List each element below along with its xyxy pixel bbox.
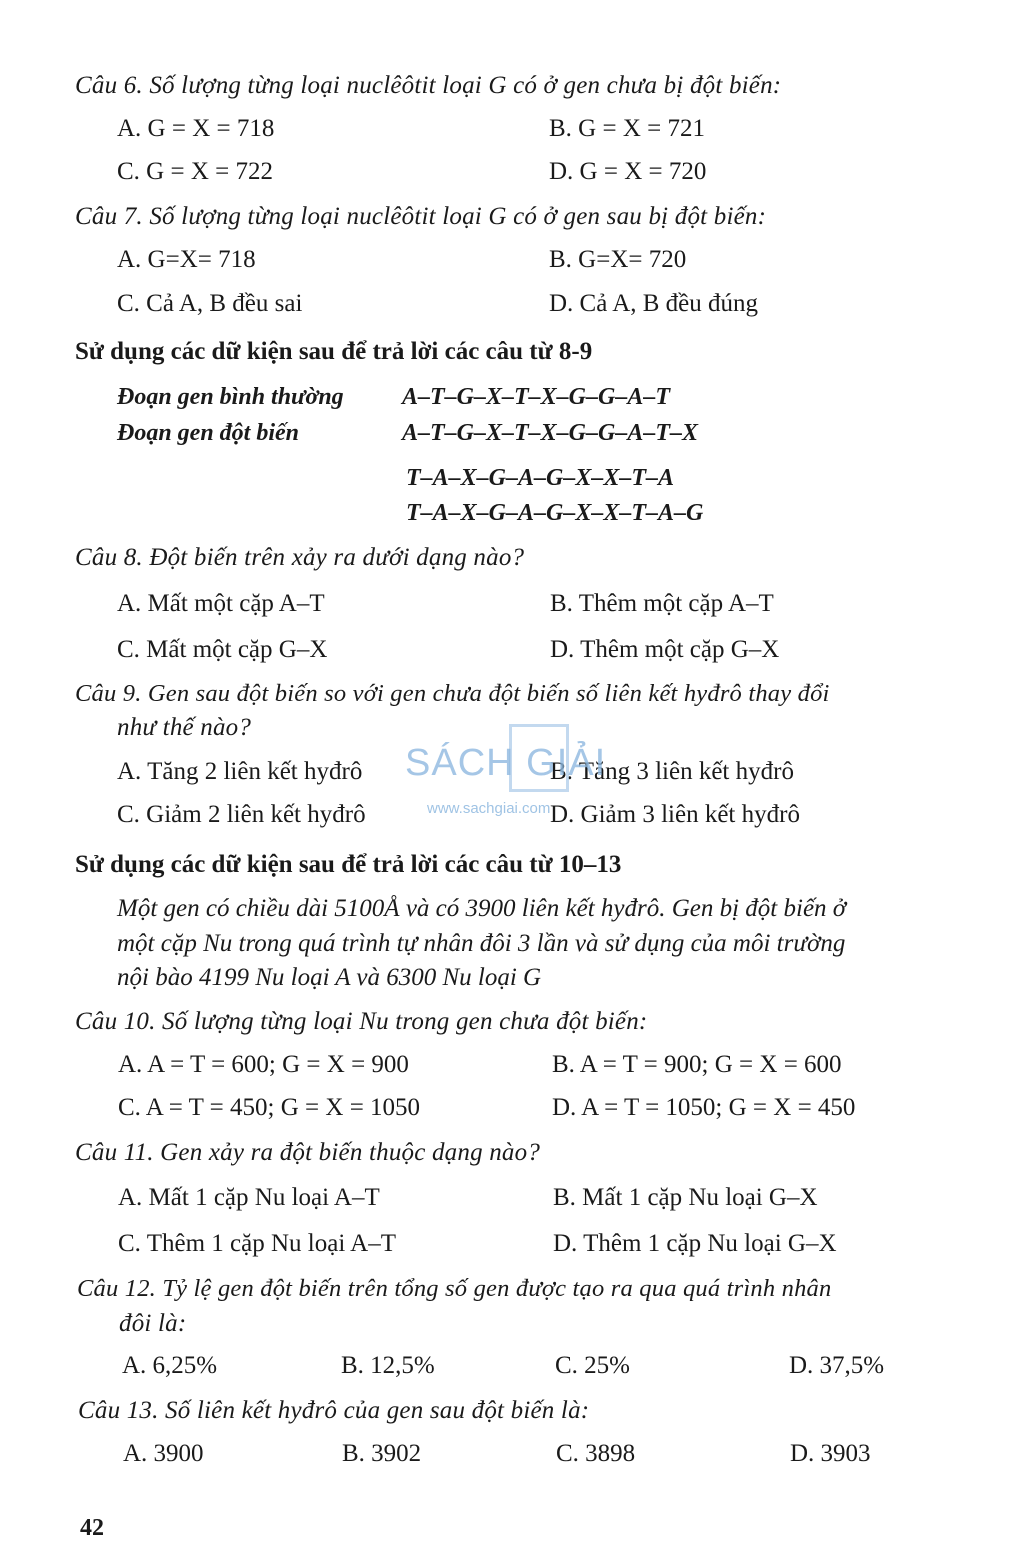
- q10-option-d: D. A = T = 1050; G = X = 450: [552, 1094, 856, 1121]
- section-header-8-9: Sử dụng các dữ kiện sau để trả lời các câu từ 8-9: [75, 338, 593, 365]
- q13-option-c: C. 3898: [556, 1440, 636, 1467]
- q11-option-b: B. Mất 1 cặp Nu loại G–X: [553, 1184, 818, 1211]
- q8-option-d: D. Thêm một cặp G–X: [550, 636, 780, 663]
- q11-option-d: D. Thêm 1 cặp Nu loại G–X: [553, 1230, 837, 1257]
- q9-option-a: A. Tăng 2 liên kết hyđrô: [117, 758, 363, 785]
- q8-option-b: B. Thêm một cặp A–T: [550, 590, 774, 617]
- q10-option-a: A. A = T = 600; G = X = 900: [118, 1051, 409, 1078]
- q11-option-c: C. Thêm 1 cặp Nu loại A–T: [118, 1230, 396, 1257]
- q8-stem: Câu 8. Đột biến trên xảy ra dưới dạng nào?: [75, 544, 525, 571]
- q12-option-b: B. 12,5%: [341, 1352, 435, 1379]
- q7-option-d: D. Cả A, B đều đúng: [549, 290, 759, 317]
- q13-option-b: B. 3902: [342, 1440, 422, 1467]
- q13-option-a: A. 3900: [123, 1440, 204, 1467]
- mutant-gene-sequence: A–T–G–X–T–X–G–G–A–T–X: [402, 420, 699, 446]
- q9-stem-line2: như thế nào?: [117, 714, 252, 741]
- section2-intro-line1: Một gen có chiều dài 5100Å và có 3900 liên kết hyđrô. Gen bị đột biến ở: [117, 895, 847, 922]
- q8-option-c: C. Mất một cặp G–X: [117, 636, 328, 663]
- q10-option-c: C. A = T = 450; G = X = 1050: [118, 1094, 421, 1121]
- section2-intro-line3: nội bào 4199 Nu loại A và 6300 Nu loại G: [117, 964, 542, 991]
- q6-option-a: A. G = X = 718: [117, 115, 275, 142]
- section2-intro-line2: một cặp Nu trong quá trình tự nhân đôi 3 lần và sử dụng của môi trường: [117, 930, 846, 957]
- q10-stem: Câu 10. Số lượng từng loại Nu trong gen chưa đột biến:: [75, 1008, 648, 1035]
- q10-option-b: B. A = T = 900; G = X = 600: [552, 1051, 842, 1078]
- watermark-url: www.sachgiai.com: [427, 800, 551, 817]
- q9-option-d: D. Giảm 3 liên kết hyđrô: [550, 801, 800, 828]
- mutant-gene-label: Đoạn gen đột biến: [117, 420, 300, 446]
- q12-stem-line1: Câu 12. Tỷ lệ gen đột biến trên tổng số gen được tạo ra qua quá trình nhân: [77, 1275, 832, 1302]
- q7-option-a: A. G=X= 718: [117, 246, 256, 273]
- mutant-gene-complement: T–A–X–G–A–G–X–X–T–A–G: [406, 500, 704, 526]
- q6-stem: Câu 6. Số lượng từng loại nuclêôtit loại G có ở gen chưa bị đột biến:: [75, 72, 782, 99]
- watermark-brand: SÁCH GIẢI: [405, 742, 607, 784]
- q11-option-a: A. Mất 1 cặp Nu loại A–T: [118, 1184, 380, 1211]
- q9-option-b: B. Tăng 3 liên kết hyđrô: [550, 758, 794, 785]
- page-number: 42: [80, 1515, 104, 1541]
- normal-gene-complement: T–A–X–G–A–G–X–X–T–A: [406, 465, 675, 491]
- section-header-10-13: Sử dụng các dữ kiện sau để trả lời các câu từ 10–13: [75, 851, 622, 878]
- q9-stem-line1: Câu 9. Gen sau đột biến so với gen chưa đột biến số liên kết hyđrô thay đổi: [75, 680, 830, 707]
- q11-stem: Câu 11. Gen xảy ra đột biến thuộc dạng nào?: [75, 1139, 541, 1166]
- q13-stem: Câu 13. Số liên kết hyđrô của gen sau đột biến là:: [78, 1397, 590, 1424]
- q13-option-d: D. 3903: [790, 1440, 871, 1467]
- q12-option-a: A. 6,25%: [122, 1352, 218, 1379]
- q6-option-b: B. G = X = 721: [549, 115, 705, 142]
- normal-gene-label: Đoạn gen bình thường: [117, 384, 344, 410]
- watermark: [405, 724, 625, 834]
- normal-gene-sequence: A–T–G–X–T–X–G–G–A–T: [402, 384, 671, 410]
- q7-option-b: B. G=X= 720: [549, 246, 687, 273]
- q8-option-a: A. Mất một cặp A–T: [117, 590, 325, 617]
- q6-option-d: D. G = X = 720: [549, 158, 707, 185]
- q7-option-c: C. Cả A, B đều sai: [117, 290, 303, 317]
- q12-stem-line2: đôi là:: [119, 1310, 187, 1337]
- q9-option-c: C. Giảm 2 liên kết hyđrô: [117, 801, 366, 828]
- q12-option-c: C. 25%: [555, 1352, 630, 1379]
- q7-stem: Câu 7. Số lượng từng loại nuclêôtit loại G có ở gen sau bị đột biến:: [75, 203, 767, 230]
- q12-option-d: D. 37,5%: [789, 1352, 885, 1379]
- q6-option-c: C. G = X = 722: [117, 158, 273, 185]
